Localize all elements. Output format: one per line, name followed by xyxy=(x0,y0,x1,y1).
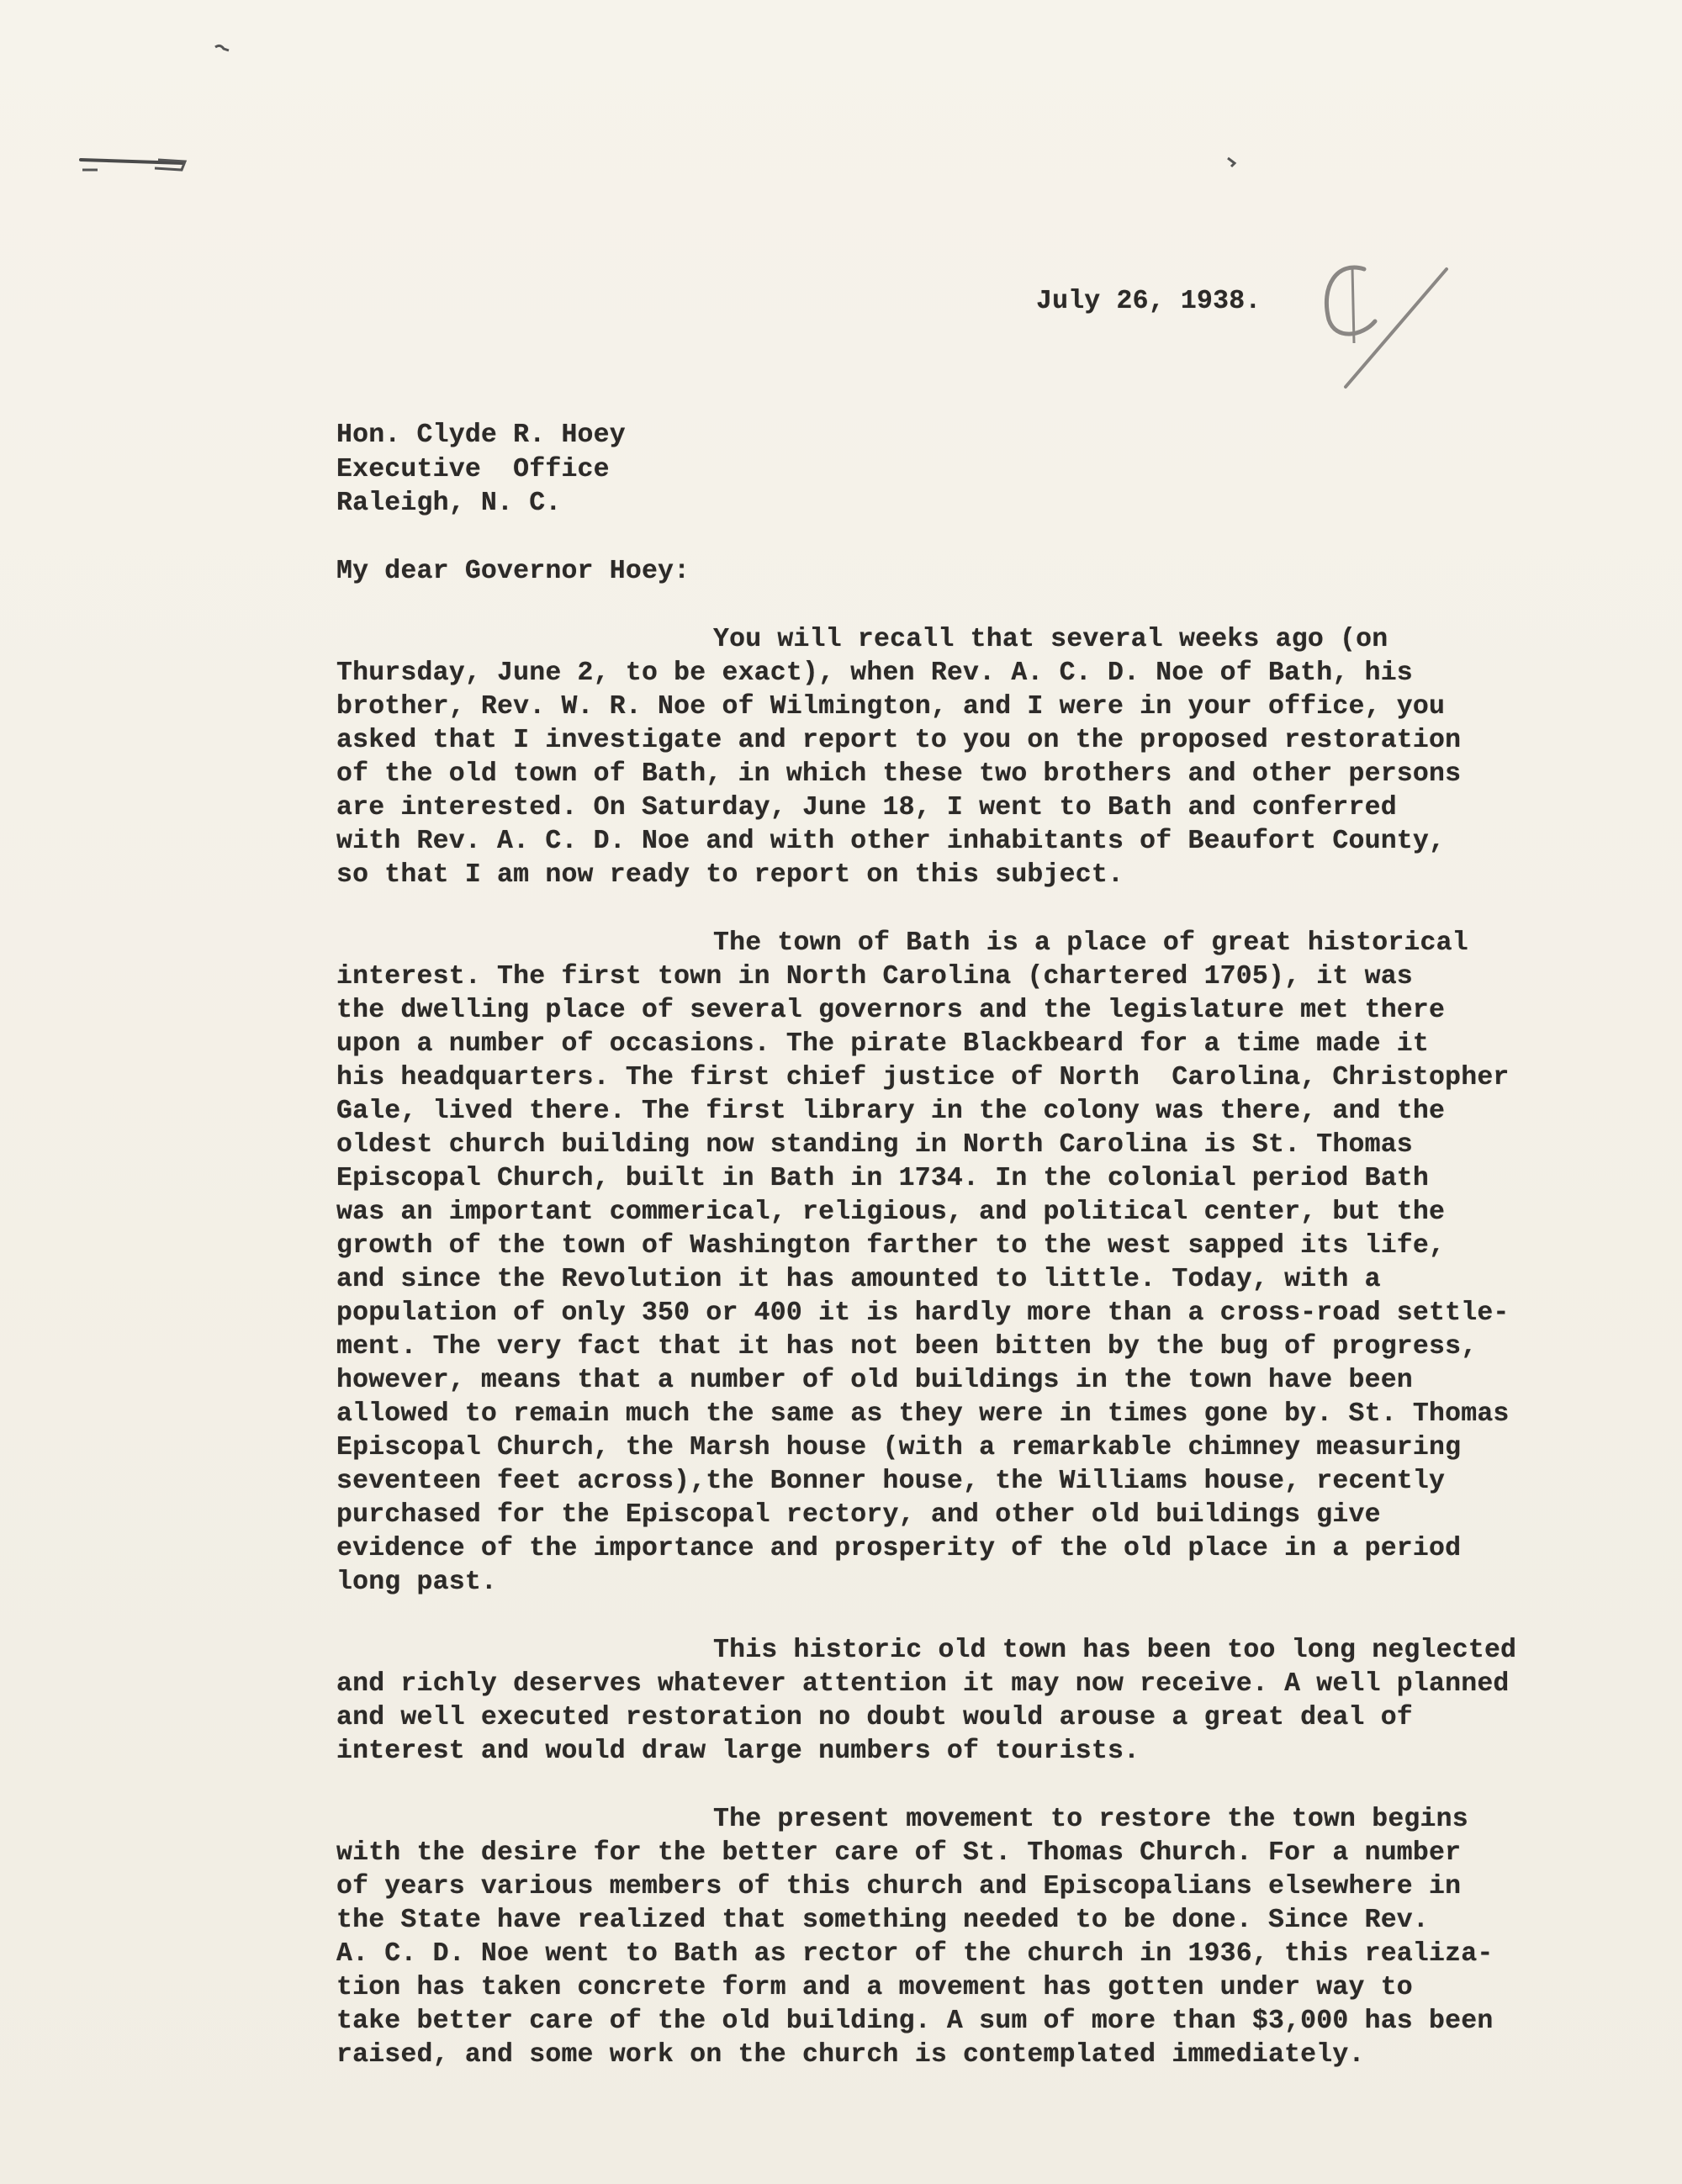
body-line: and well executed restoration no doubt would arouse a great deal of xyxy=(336,1703,1413,1732)
body-line: A. C. D. Noe went to Bath as rector of the church in 1936, this realiza- xyxy=(336,1939,1494,1969)
body-line: the dwelling place of several governors and the legislature met there xyxy=(336,996,1446,1025)
recipient-city: Raleigh, N. C. xyxy=(336,489,562,518)
body-line: was an important commerical, religious, and political center, but the xyxy=(336,1198,1446,1227)
body-line: The town of Bath is a place of great historical xyxy=(713,928,1468,958)
body-line: and since the Revolution it has amounted to little. Today, with a xyxy=(336,1265,1381,1294)
body-line: so that I am now ready to report on this subject. xyxy=(336,860,1124,890)
body-line: evidence of the importance and prosperity of the old place in a period xyxy=(336,1534,1462,1563)
body-line: asked that I investigate and report to you on the proposed restoration xyxy=(336,726,1462,755)
body-line: upon a number of occasions. The pirate Blackbeard for a time made it xyxy=(336,1029,1430,1059)
body-line: brother, Rev. W. R. Noe of Wilmington, and I were in your office, you xyxy=(336,692,1446,722)
body-line: growth of the town of Washington farther to the west sapped its life, xyxy=(336,1231,1446,1261)
body-line: take better care of the old building. A sum of more than $3,000 has been xyxy=(336,2007,1494,2036)
body-line: interest and would draw large numbers of tourists. xyxy=(336,1737,1140,1766)
body-line: tion has taken concrete form and a movement has gotten under way to xyxy=(336,1973,1413,2002)
body-line: Gale, lived there. The first library in the colony was there, and the xyxy=(336,1097,1446,1126)
body-line: interest. The first town in North Carolina (chartered 1705), it was xyxy=(336,962,1413,992)
recipient-name: Hon. Clyde R. Hoey xyxy=(336,420,626,450)
body-line: raised, and some work on the church is contemplated immediately. xyxy=(336,2040,1365,2070)
pencil-check-mark xyxy=(1287,244,1480,404)
body-line: Episcopal Church, the Marsh house (with a remarkable chimney measuring xyxy=(336,1433,1462,1462)
body-line: population of only 350 or 400 it is hardly more than a cross-road settle- xyxy=(336,1298,1510,1328)
body-line: with the desire for the better care of St. Thomas Church. For a number xyxy=(336,1838,1462,1868)
body-line: with Rev. A. C. D. Noe and with other inhabitants of Beaufort County, xyxy=(336,827,1446,856)
body-line: and richly deserves whatever attention it may now receive. A well planned xyxy=(336,1669,1510,1699)
corner-tick-mark xyxy=(212,42,237,59)
body-line: This historic old town has been too long neglected xyxy=(713,1636,1517,1665)
body-line: oldest church building now standing in North Carolina is St. Thomas xyxy=(336,1130,1413,1160)
body-line: Episcopal Church, built in Bath in 1734. In the colonial period Bath xyxy=(336,1164,1430,1193)
body-line: allowed to remain much the same as they were in times gone by. St. Thomas xyxy=(336,1399,1510,1429)
body-line: the State have realized that something needed to be done. Since Rev. xyxy=(336,1906,1430,1935)
body-line: however, means that a number of old buildings in the town have been xyxy=(336,1366,1413,1395)
body-line: of the old town of Bath, in which these two brothers and other persons xyxy=(336,759,1462,789)
body-line: are interested. On Saturday, June 18, I went to Bath and conferred xyxy=(336,793,1397,822)
body-line: long past. xyxy=(336,1568,498,1597)
staple-mark xyxy=(74,151,192,185)
body-line: purchased for the Episcopal rectory, and other old buildings give xyxy=(336,1500,1381,1530)
body-line: his headquarters. The first chief justice of North Carolina, Christopher xyxy=(336,1063,1510,1092)
pencil-dot-mark xyxy=(1224,155,1241,172)
body-line: of years various members of this church and Episcopalians elsewhere in xyxy=(336,1872,1462,1901)
body-line: The present movement to restore the town begins xyxy=(713,1805,1468,1834)
body-line: seventeen feet across),the Bonner house, the Williams house, recently xyxy=(336,1467,1446,1496)
letter-date: July 26, 1938. xyxy=(1036,287,1262,316)
body-line: ment. The very fact that it has not been bitten by the bug of progress, xyxy=(336,1332,1478,1362)
body-line: You will recall that several weeks ago (on xyxy=(713,625,1388,654)
recipient-office: Executive Office xyxy=(336,455,610,484)
salutation: My dear Governor Hoey: xyxy=(336,557,690,586)
body-line: Thursday, June 2, to be exact), when Rev. A. C. D. Noe of Bath, his xyxy=(336,658,1413,688)
